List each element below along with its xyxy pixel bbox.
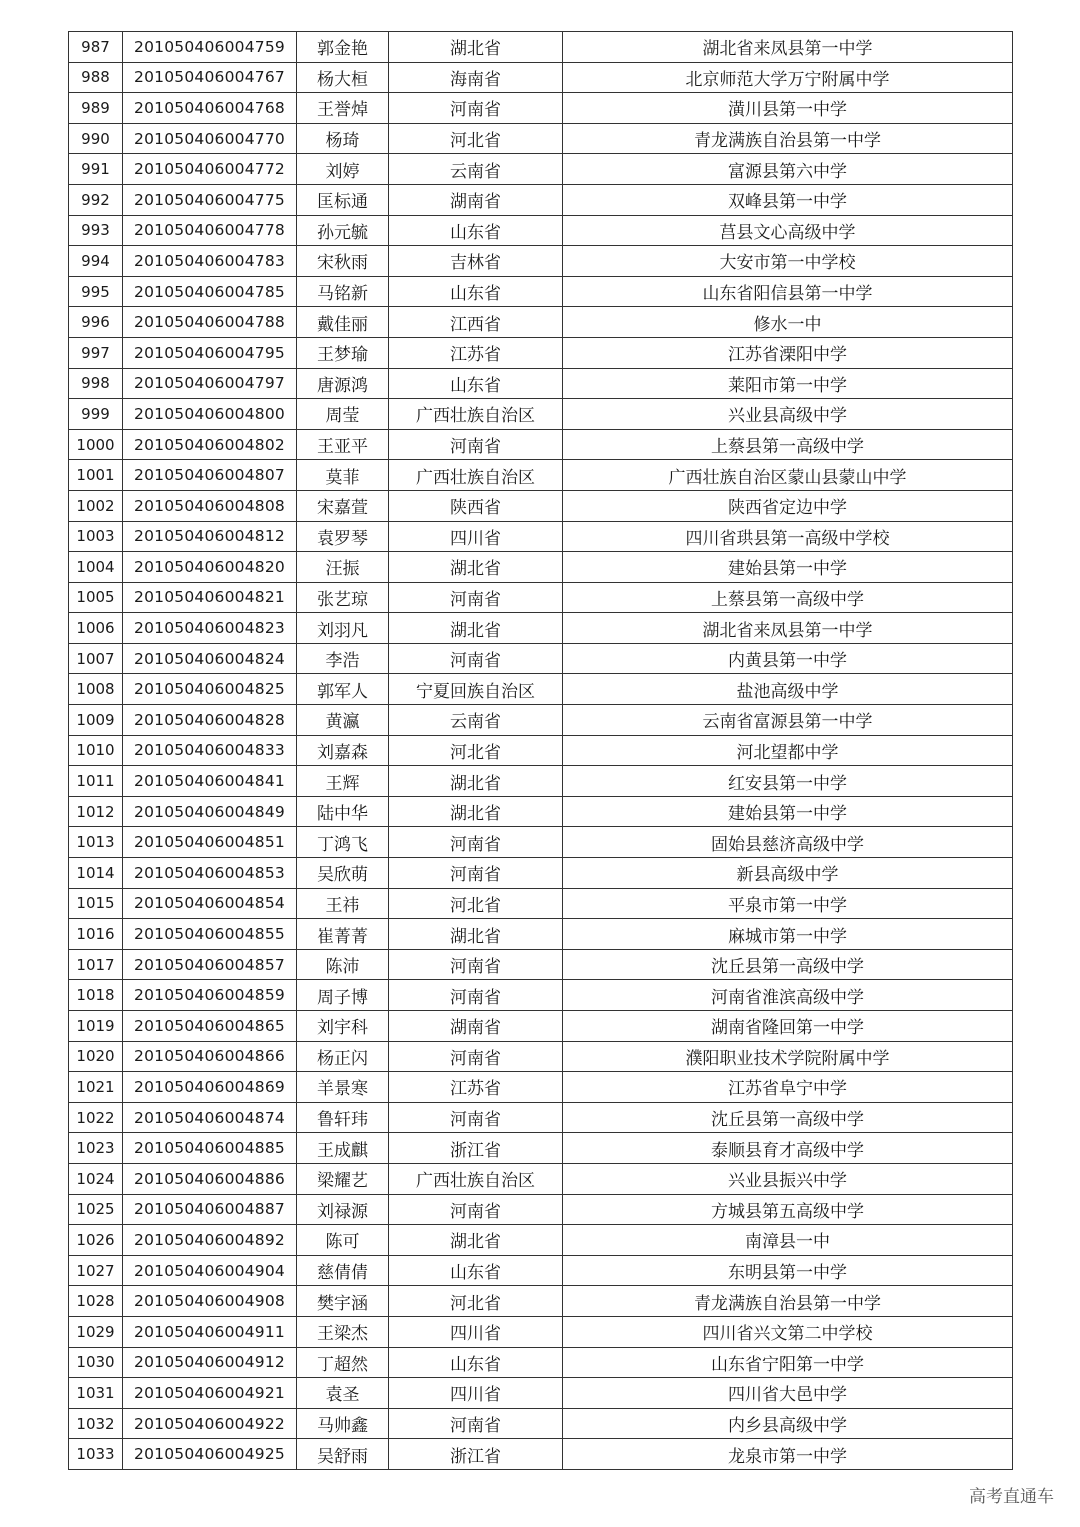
province-cell: 湖北省 [389, 919, 563, 950]
exam-id-cell: 201050406004857 [123, 949, 297, 980]
exam-id-cell: 201050406004851 [123, 827, 297, 858]
school-cell: 方城县第五高级中学 [563, 1194, 1013, 1225]
exam-id-cell: 201050406004892 [123, 1225, 297, 1256]
exam-id-cell: 201050406004922 [123, 1408, 297, 1439]
student-name-cell: 丁超然 [297, 1347, 389, 1378]
school-cell: 陕西省定边中学 [563, 490, 1013, 521]
student-name-cell: 王祎 [297, 888, 389, 919]
row-index-cell: 1006 [69, 613, 123, 644]
student-name-cell: 慈倩倩 [297, 1255, 389, 1286]
student-name-cell: 吴舒雨 [297, 1439, 389, 1470]
school-cell: 富源县第六中学 [563, 154, 1013, 185]
school-cell: 双峰县第一中学 [563, 184, 1013, 215]
table-row [69, 429, 1013, 460]
exam-id-cell: 201050406004795 [123, 337, 297, 368]
row-index-cell: 1032 [69, 1408, 123, 1439]
school-cell: 潢川县第一中学 [563, 93, 1013, 124]
student-name-cell: 梁耀艺 [297, 1163, 389, 1194]
exam-id-cell: 201050406004821 [123, 582, 297, 613]
exam-id-cell: 201050406004828 [123, 705, 297, 736]
table-row [69, 1163, 1013, 1194]
table-row [69, 154, 1013, 185]
exam-id-cell: 201050406004887 [123, 1194, 297, 1225]
exam-id-cell: 201050406004802 [123, 429, 297, 460]
school-cell: 内乡县高级中学 [563, 1408, 1013, 1439]
table-row [69, 123, 1013, 154]
school-cell: 云南省富源县第一中学 [563, 705, 1013, 736]
row-index-cell: 1018 [69, 980, 123, 1011]
student-name-cell: 马帅鑫 [297, 1408, 389, 1439]
table-row [69, 1225, 1013, 1256]
province-cell: 河南省 [389, 949, 563, 980]
school-cell: 建始县第一中学 [563, 796, 1013, 827]
table-row [69, 735, 1013, 766]
school-cell: 濮阳职业技术学院附属中学 [563, 1041, 1013, 1072]
student-name-cell: 郭金艳 [297, 32, 389, 63]
exam-id-cell: 201050406004849 [123, 796, 297, 827]
student-name-cell: 宋秋雨 [297, 246, 389, 277]
student-name-cell: 陈沛 [297, 949, 389, 980]
exam-id-cell: 201050406004770 [123, 123, 297, 154]
school-cell: 平泉市第一中学 [563, 888, 1013, 919]
student-name-cell: 宋嘉萱 [297, 490, 389, 521]
row-index-cell: 995 [69, 276, 123, 307]
row-index-cell: 1022 [69, 1102, 123, 1133]
province-cell: 江苏省 [389, 337, 563, 368]
row-index-cell: 1024 [69, 1163, 123, 1194]
school-cell: 大安市第一中学校 [563, 246, 1013, 277]
exam-id-cell: 201050406004820 [123, 552, 297, 583]
exam-id-cell: 201050406004772 [123, 154, 297, 185]
table-row [69, 93, 1013, 124]
province-cell: 四川省 [389, 1378, 563, 1409]
table-row [69, 490, 1013, 521]
table-row [69, 307, 1013, 338]
row-index-cell: 1009 [69, 705, 123, 736]
exam-id-cell: 201050406004759 [123, 32, 297, 63]
province-cell: 山东省 [389, 276, 563, 307]
row-index-cell: 1020 [69, 1041, 123, 1072]
province-cell: 浙江省 [389, 1439, 563, 1470]
table-row [69, 613, 1013, 644]
row-index-cell: 997 [69, 337, 123, 368]
province-cell: 云南省 [389, 154, 563, 185]
student-name-cell: 王梁杰 [297, 1316, 389, 1347]
row-index-cell: 992 [69, 184, 123, 215]
exam-id-cell: 201050406004833 [123, 735, 297, 766]
row-index-cell: 1013 [69, 827, 123, 858]
table-row [69, 1408, 1013, 1439]
exam-id-cell: 201050406004808 [123, 490, 297, 521]
student-name-cell: 刘婷 [297, 154, 389, 185]
province-cell: 湖北省 [389, 766, 563, 797]
school-cell: 湖北省来凤县第一中学 [563, 613, 1013, 644]
exam-id-cell: 201050406004859 [123, 980, 297, 1011]
table-row [69, 184, 1013, 215]
table-row [69, 62, 1013, 93]
table-row [69, 888, 1013, 919]
student-name-cell: 李浩 [297, 643, 389, 674]
province-cell: 吉林省 [389, 246, 563, 277]
school-cell: 四川省兴文第二中学校 [563, 1316, 1013, 1347]
row-index-cell: 1021 [69, 1072, 123, 1103]
student-name-cell: 王誉焯 [297, 93, 389, 124]
exam-id-cell: 201050406004853 [123, 858, 297, 889]
exam-id-cell: 201050406004866 [123, 1041, 297, 1072]
province-cell: 河南省 [389, 1408, 563, 1439]
exam-id-cell: 201050406004855 [123, 919, 297, 950]
student-name-cell: 刘宇科 [297, 1011, 389, 1042]
province-cell: 河南省 [389, 582, 563, 613]
row-index-cell: 991 [69, 154, 123, 185]
row-index-cell: 1017 [69, 949, 123, 980]
school-cell: 四川省大邑中学 [563, 1378, 1013, 1409]
province-cell: 广西壮族自治区 [389, 1163, 563, 1194]
school-cell: 江苏省溧阳中学 [563, 337, 1013, 368]
table-row [69, 460, 1013, 491]
row-index-cell: 1004 [69, 552, 123, 583]
school-cell: 沈丘县第一高级中学 [563, 1102, 1013, 1133]
exam-id-cell: 201050406004886 [123, 1163, 297, 1194]
row-index-cell: 993 [69, 215, 123, 246]
table-row [69, 919, 1013, 950]
exam-id-cell: 201050406004854 [123, 888, 297, 919]
exam-id-cell: 201050406004800 [123, 399, 297, 430]
row-index-cell: 1026 [69, 1225, 123, 1256]
province-cell: 河南省 [389, 1102, 563, 1133]
admission-roster-table [68, 31, 1013, 1470]
table-row [69, 215, 1013, 246]
student-name-cell: 匡标通 [297, 184, 389, 215]
student-name-cell: 王亚平 [297, 429, 389, 460]
table-row [69, 766, 1013, 797]
row-index-cell: 988 [69, 62, 123, 93]
table-row [69, 399, 1013, 430]
province-cell: 河南省 [389, 858, 563, 889]
exam-id-cell: 201050406004785 [123, 276, 297, 307]
row-index-cell: 1011 [69, 766, 123, 797]
school-cell: 江苏省阜宁中学 [563, 1072, 1013, 1103]
row-index-cell: 1031 [69, 1378, 123, 1409]
table-row [69, 796, 1013, 827]
row-index-cell: 989 [69, 93, 123, 124]
exam-id-cell: 201050406004912 [123, 1347, 297, 1378]
table-row [69, 276, 1013, 307]
table-row [69, 1072, 1013, 1103]
row-index-cell: 996 [69, 307, 123, 338]
student-name-cell: 马铭新 [297, 276, 389, 307]
school-cell: 建始县第一中学 [563, 552, 1013, 583]
province-cell: 湖南省 [389, 184, 563, 215]
row-index-cell: 1029 [69, 1316, 123, 1347]
exam-id-cell: 201050406004841 [123, 766, 297, 797]
province-cell: 山东省 [389, 1347, 563, 1378]
province-cell: 湖北省 [389, 1225, 563, 1256]
table-row [69, 1439, 1013, 1470]
student-name-cell: 刘羽凡 [297, 613, 389, 644]
row-index-cell: 1030 [69, 1347, 123, 1378]
student-name-cell: 鲁轩玮 [297, 1102, 389, 1133]
table-row [69, 827, 1013, 858]
exam-id-cell: 201050406004824 [123, 643, 297, 674]
exam-id-cell: 201050406004925 [123, 1439, 297, 1470]
province-cell: 河南省 [389, 980, 563, 1011]
school-cell: 青龙满族自治县第一中学 [563, 1286, 1013, 1317]
exam-id-cell: 201050406004904 [123, 1255, 297, 1286]
row-index-cell: 987 [69, 32, 123, 63]
exam-id-cell: 201050406004812 [123, 521, 297, 552]
table-row [69, 552, 1013, 583]
student-name-cell: 袁圣 [297, 1378, 389, 1409]
table-row [69, 32, 1013, 63]
school-cell: 新县高级中学 [563, 858, 1013, 889]
school-cell: 山东省宁阳第一中学 [563, 1347, 1013, 1378]
school-cell: 湖南省隆回第一中学 [563, 1011, 1013, 1042]
student-name-cell: 莫菲 [297, 460, 389, 491]
exam-id-cell: 201050406004775 [123, 184, 297, 215]
exam-id-cell: 201050406004768 [123, 93, 297, 124]
school-cell: 盐池高级中学 [563, 674, 1013, 705]
province-cell: 广西壮族自治区 [389, 399, 563, 430]
table-row [69, 674, 1013, 705]
student-name-cell: 刘禄源 [297, 1194, 389, 1225]
exam-id-cell: 201050406004797 [123, 368, 297, 399]
province-cell: 河南省 [389, 1194, 563, 1225]
school-cell: 湖北省来凤县第一中学 [563, 32, 1013, 63]
table-row [69, 1133, 1013, 1164]
student-name-cell: 孙元毓 [297, 215, 389, 246]
exam-id-cell: 201050406004807 [123, 460, 297, 491]
province-cell: 湖北省 [389, 796, 563, 827]
province-cell: 山东省 [389, 368, 563, 399]
province-cell: 广西壮族自治区 [389, 460, 563, 491]
province-cell: 山东省 [389, 1255, 563, 1286]
province-cell: 湖北省 [389, 32, 563, 63]
exam-id-cell: 201050406004908 [123, 1286, 297, 1317]
student-name-cell: 丁鸿飞 [297, 827, 389, 858]
table-row [69, 643, 1013, 674]
table-row [69, 1286, 1013, 1317]
row-index-cell: 990 [69, 123, 123, 154]
table-row [69, 949, 1013, 980]
exam-id-cell: 201050406004825 [123, 674, 297, 705]
table-row [69, 1041, 1013, 1072]
student-name-cell: 汪振 [297, 552, 389, 583]
province-cell: 河南省 [389, 643, 563, 674]
row-index-cell: 1000 [69, 429, 123, 460]
watermark: 高考直通车 [969, 1487, 1054, 1507]
school-cell: 上蔡县第一高级中学 [563, 429, 1013, 460]
province-cell: 河南省 [389, 93, 563, 124]
exam-id-cell: 201050406004865 [123, 1011, 297, 1042]
school-cell: 东明县第一中学 [563, 1255, 1013, 1286]
row-index-cell: 1008 [69, 674, 123, 705]
student-name-cell: 杨正闪 [297, 1041, 389, 1072]
school-cell: 北京师范大学万宁附属中学 [563, 62, 1013, 93]
roster-body [69, 32, 1013, 1470]
province-cell: 四川省 [389, 521, 563, 552]
student-name-cell: 崔菁菁 [297, 919, 389, 950]
school-cell: 兴业县高级中学 [563, 399, 1013, 430]
school-cell: 红安县第一中学 [563, 766, 1013, 797]
student-name-cell: 王辉 [297, 766, 389, 797]
exam-id-cell: 201050406004767 [123, 62, 297, 93]
student-name-cell: 杨大桓 [297, 62, 389, 93]
exam-id-cell: 201050406004783 [123, 246, 297, 277]
exam-id-cell: 201050406004778 [123, 215, 297, 246]
table-row [69, 1378, 1013, 1409]
table-row [69, 246, 1013, 277]
student-name-cell: 周子博 [297, 980, 389, 1011]
province-cell: 海南省 [389, 62, 563, 93]
row-index-cell: 1014 [69, 858, 123, 889]
province-cell: 河南省 [389, 827, 563, 858]
table-row [69, 521, 1013, 552]
exam-id-cell: 201050406004874 [123, 1102, 297, 1133]
school-cell: 南漳县一中 [563, 1225, 1013, 1256]
row-index-cell: 1015 [69, 888, 123, 919]
row-index-cell: 1005 [69, 582, 123, 613]
table-row [69, 1011, 1013, 1042]
school-cell: 四川省珙县第一高级中学校 [563, 521, 1013, 552]
school-cell: 青龙满族自治县第一中学 [563, 123, 1013, 154]
table-row [69, 582, 1013, 613]
student-name-cell: 杨琦 [297, 123, 389, 154]
student-name-cell: 陆中华 [297, 796, 389, 827]
school-cell: 龙泉市第一中学 [563, 1439, 1013, 1470]
student-name-cell: 樊宇涵 [297, 1286, 389, 1317]
school-cell: 河北望都中学 [563, 735, 1013, 766]
row-index-cell: 1012 [69, 796, 123, 827]
table-row [69, 858, 1013, 889]
school-cell: 固始县慈济高级中学 [563, 827, 1013, 858]
table-row [69, 1347, 1013, 1378]
row-index-cell: 998 [69, 368, 123, 399]
province-cell: 湖南省 [389, 1011, 563, 1042]
school-cell: 沈丘县第一高级中学 [563, 949, 1013, 980]
student-name-cell: 唐源鸿 [297, 368, 389, 399]
province-cell: 浙江省 [389, 1133, 563, 1164]
province-cell: 河北省 [389, 735, 563, 766]
row-index-cell: 1002 [69, 490, 123, 521]
row-index-cell: 994 [69, 246, 123, 277]
province-cell: 陕西省 [389, 490, 563, 521]
province-cell: 宁夏回族自治区 [389, 674, 563, 705]
row-index-cell: 1033 [69, 1439, 123, 1470]
row-index-cell: 1027 [69, 1255, 123, 1286]
row-index-cell: 1019 [69, 1011, 123, 1042]
student-name-cell: 戴佳丽 [297, 307, 389, 338]
table-row [69, 368, 1013, 399]
school-cell: 内黄县第一中学 [563, 643, 1013, 674]
province-cell: 山东省 [389, 215, 563, 246]
student-name-cell: 刘嘉森 [297, 735, 389, 766]
row-index-cell: 1007 [69, 643, 123, 674]
row-index-cell: 1016 [69, 919, 123, 950]
student-name-cell: 郭军人 [297, 674, 389, 705]
exam-id-cell: 201050406004911 [123, 1316, 297, 1347]
student-name-cell: 陈可 [297, 1225, 389, 1256]
student-name-cell: 王梦瑜 [297, 337, 389, 368]
province-cell: 湖北省 [389, 552, 563, 583]
school-cell: 上蔡县第一高级中学 [563, 582, 1013, 613]
table-row [69, 1102, 1013, 1133]
row-index-cell: 1025 [69, 1194, 123, 1225]
school-cell: 兴业县振兴中学 [563, 1163, 1013, 1194]
school-cell: 河南省淮滨高级中学 [563, 980, 1013, 1011]
province-cell: 云南省 [389, 705, 563, 736]
province-cell: 河北省 [389, 123, 563, 154]
table-row [69, 1316, 1013, 1347]
province-cell: 江苏省 [389, 1072, 563, 1103]
student-name-cell: 羊景寒 [297, 1072, 389, 1103]
exam-id-cell: 201050406004823 [123, 613, 297, 644]
school-cell: 莒县文心高级中学 [563, 215, 1013, 246]
province-cell: 四川省 [389, 1316, 563, 1347]
row-index-cell: 1023 [69, 1133, 123, 1164]
province-cell: 河南省 [389, 429, 563, 460]
row-index-cell: 1010 [69, 735, 123, 766]
school-cell: 山东省阳信县第一中学 [563, 276, 1013, 307]
school-cell: 广西壮族自治区蒙山县蒙山中学 [563, 460, 1013, 491]
student-name-cell: 王成麒 [297, 1133, 389, 1164]
table-row [69, 337, 1013, 368]
table-row [69, 980, 1013, 1011]
school-cell: 泰顺县育才高级中学 [563, 1133, 1013, 1164]
row-index-cell: 1003 [69, 521, 123, 552]
province-cell: 江西省 [389, 307, 563, 338]
province-cell: 河南省 [389, 1041, 563, 1072]
student-name-cell: 张艺琼 [297, 582, 389, 613]
school-cell: 修水一中 [563, 307, 1013, 338]
student-name-cell: 黄瀛 [297, 705, 389, 736]
exam-id-cell: 201050406004921 [123, 1378, 297, 1409]
row-index-cell: 1028 [69, 1286, 123, 1317]
province-cell: 湖北省 [389, 613, 563, 644]
student-name-cell: 袁罗琴 [297, 521, 389, 552]
school-cell: 莱阳市第一中学 [563, 368, 1013, 399]
student-name-cell: 吴欣萌 [297, 858, 389, 889]
exam-id-cell: 201050406004885 [123, 1133, 297, 1164]
exam-id-cell: 201050406004869 [123, 1072, 297, 1103]
school-cell: 麻城市第一中学 [563, 919, 1013, 950]
province-cell: 河北省 [389, 1286, 563, 1317]
table-row [69, 1255, 1013, 1286]
table-row [69, 705, 1013, 736]
student-name-cell: 周莹 [297, 399, 389, 430]
row-index-cell: 1001 [69, 460, 123, 491]
province-cell: 河北省 [389, 888, 563, 919]
exam-id-cell: 201050406004788 [123, 307, 297, 338]
table-row [69, 1194, 1013, 1225]
row-index-cell: 999 [69, 399, 123, 430]
